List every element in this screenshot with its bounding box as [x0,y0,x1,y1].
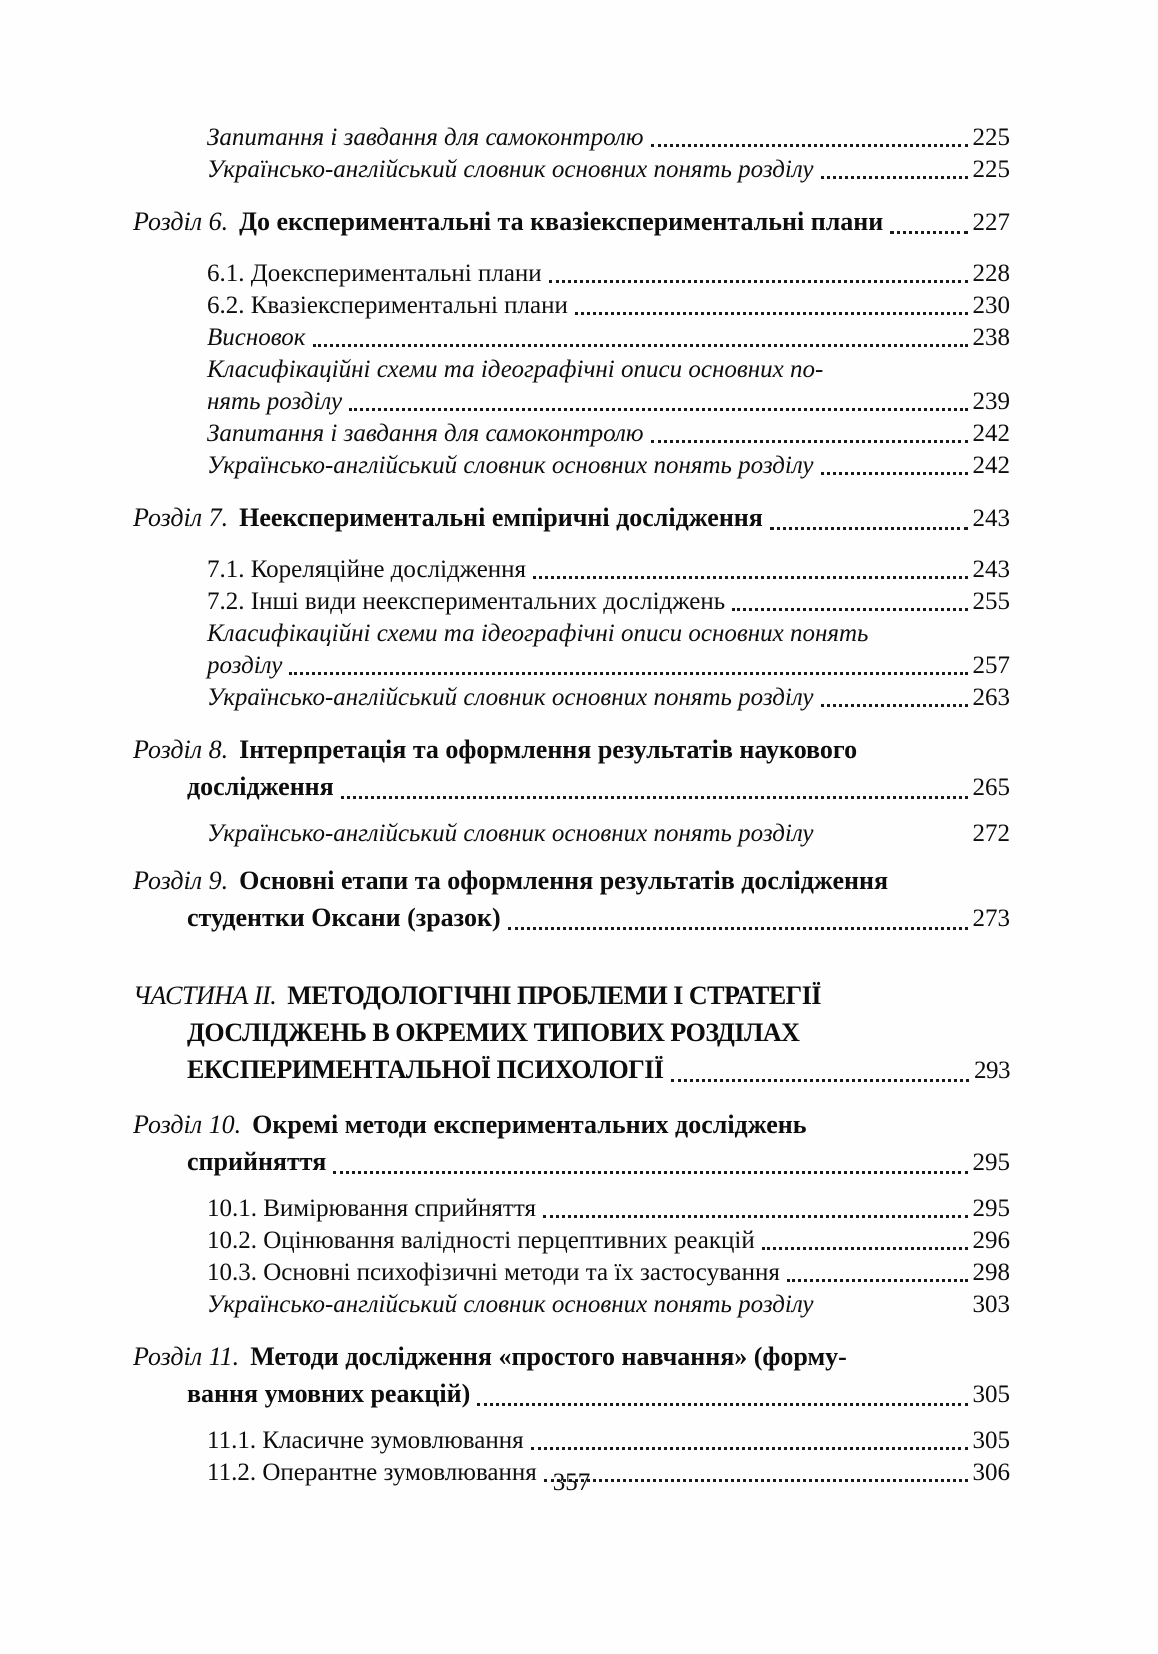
toc-entry-page-number: 306 [972,1459,1010,1486]
dot-leader [349,408,967,411]
toc-entry-title: Методи дослідження «простого навчання» (форму- [250,1342,847,1371]
toc-entry-page-number: 243 [972,556,1010,583]
toc-entry [133,650,1010,682]
toc-entry-title: ЕКСПЕРИМЕНТАЛЬНОЇ ПСИХОЛОГІЇ [187,1055,664,1084]
toc-entry-title: розділу [207,652,283,679]
toc-entry [133,122,1010,154]
toc-entry-page-number: 273 [972,905,1010,932]
toc-entry [133,203,1010,241]
toc-entry-page-number: 305 [972,1427,1010,1454]
toc-entry-title: ДОСЛІДЖЕНЬ В ОКРЕМИХ ТИПОВИХ РОЗДІЛАХ [187,1018,800,1047]
toc-entry [133,618,1010,650]
toc-part-label: ЧАСТИНА II. [133,981,277,1010]
toc-entry-page-number: 230 [972,292,1010,319]
dot-leader [651,440,968,443]
page-footer [133,1468,1010,1498]
dot-leader [821,472,968,475]
toc-entry-page-number: 293 [974,1057,1010,1084]
toc-entry-title: Запитання і завдання для самоконтролю [207,124,644,151]
toc-entry [133,322,1010,354]
toc-entry [133,731,1010,768]
toc-entry-title: Інтерпретація та оформлення результатів наукового [239,735,858,764]
dot-leader [508,927,968,930]
dot-leader [531,1447,968,1450]
toc-entry [133,1425,1010,1457]
toc-entry-page-number: 265 [972,774,1010,801]
toc-entry-title: Українсько-англійський словник основних понять розділу [207,820,814,847]
toc-entry-title: 6.1. Доекспериментальні плани [207,260,542,287]
toc-entry-title: Запитання і завдання для самоконтролю [207,420,644,447]
dot-leader [549,280,968,283]
toc-entry-page-number: 227 [972,209,1010,236]
toc-entry [133,862,1010,899]
toc-entry [133,682,1010,714]
toc-entry-page-number: 242 [972,452,1010,479]
toc-entry-title: 10.2. Оцінювання валідності перцептивних реакцій [207,1227,755,1254]
toc-entry-title: 11.1. Класичне зумовлювання [207,1427,524,1454]
toc-entry [133,1193,1010,1225]
toc-entry-page-number: 255 [972,588,1010,615]
toc-entry-title: 10.3. Основні психофізичні методи та їх застосування [207,1259,780,1286]
toc-entry [133,1051,1010,1089]
toc-entry-page-number: 295 [972,1149,1010,1176]
toc-entry [133,258,1010,290]
toc-entry-title: нять розділу [207,388,343,415]
toc-entry [133,977,1010,1014]
toc-entry-title: дослідження [187,772,334,801]
dot-leader [477,1403,967,1406]
toc-chapter-label: Розділ 10. [133,1110,242,1139]
toc-entry [133,1106,1010,1143]
dot-leader [732,608,967,611]
toc-entry [133,1014,1010,1051]
toc-entry [133,499,1010,537]
toc-entry-page-number: 295 [972,1195,1010,1222]
toc-entry [133,818,1010,850]
toc-entry-title: 10.1. Вимірювання сприйняття [207,1195,536,1222]
toc-entry-title: Окремі методи експериментальних досліджень [252,1110,807,1139]
toc-entry-title: Основні етапи та оформлення результатів дослідження [239,866,889,895]
toc-chapter-label: Розділ 9. [133,866,229,895]
toc-entry [133,1143,1010,1181]
toc-entry-title: Неекспериментальні емпіричні дослідження [239,503,763,532]
toc-entry [133,1338,1010,1375]
toc-entry [133,386,1010,418]
dot-leader [787,1279,968,1282]
toc-chapter-label: Розділ 6. [133,207,229,236]
table-of-contents [133,122,1010,1489]
toc-entry-page-number: 305 [972,1381,1010,1408]
blank-leader [821,1311,968,1314]
toc-entry-page-number: 272 [972,820,1010,847]
dot-leader [671,1079,969,1082]
dot-leader [770,527,968,530]
toc-entry-page-number: 243 [972,505,1010,532]
toc-entry-page-number: 303 [972,1291,1010,1318]
toc-entry-page-number: 225 [972,124,1010,151]
toc-entry-title: 6.2. Квазіекспериментальні плани [207,292,568,319]
toc-entry [133,1375,1010,1413]
dot-leader [890,231,967,234]
dot-leader [333,1171,967,1174]
dot-leader [543,1215,968,1218]
toc-entry [133,1225,1010,1257]
toc-entry-title: 11.2. Оперантне зумовлювання [207,1459,537,1486]
toc-entry-title: До експериментальні та квазіекспериментальні плани [239,207,884,236]
dot-leader [821,704,968,707]
toc-entry [133,418,1010,450]
dot-leader [821,176,968,179]
toc-entry-page-number: 228 [972,260,1010,287]
dot-leader [533,576,967,579]
toc-entry [133,554,1010,586]
toc-entry-page-number: 263 [972,684,1010,711]
toc-entry [133,1257,1010,1289]
toc-entry [133,154,1010,186]
toc-entry-title: Класифікаційні схеми та ідеографічні описи основних понять [207,620,869,647]
toc-entry-title: 7.2. Інші види неекспериментальних досліджень [207,588,726,615]
folio-page-number: 357 [552,1469,591,1496]
toc-entry-title: вання умовних реакцій) [187,1379,471,1408]
dot-leader [575,312,968,315]
toc-entry [133,450,1010,482]
toc-entry-title: сприйняття [187,1147,327,1176]
toc-entry-page-number: 296 [972,1227,1010,1254]
toc-entry [133,290,1010,322]
toc-entry-title: МЕТОДОЛОГІЧНІ ПРОБЛЕМИ І СТРАТЕГІЇ [287,981,821,1010]
toc-entry-title: Українсько-англійський словник основних понять розділу [207,1291,814,1318]
toc-entry [133,768,1010,806]
toc-entry [133,586,1010,618]
dot-leader [289,672,967,675]
toc-entry-page-number: 225 [972,156,1010,183]
toc-entry-page-number: 239 [972,388,1010,415]
toc-entry-title: студентки Оксани (зразок) [187,903,501,932]
toc-entry-page-number: 257 [972,652,1010,679]
toc-entry-title: Класифікаційні схеми та ідеографічні описи основних по- [207,356,824,383]
toc-entry-title: Українсько-англійський словник основних понять розділу [207,156,814,183]
toc-entry [133,1289,1010,1321]
toc-entry-page-number: 242 [972,420,1010,447]
toc-chapter-label: Розділ 7. [133,503,229,532]
toc-entry-title: Висновок [207,324,306,351]
dot-leader [313,344,968,347]
dot-leader [762,1247,968,1250]
toc-chapter-label: Розділ 8. [133,735,229,764]
dot-leader [341,796,968,799]
dot-leader [651,144,968,147]
toc-entry [133,899,1010,937]
toc-entry [133,354,1010,386]
blank-leader [821,840,968,843]
toc-entry-title: Українсько-англійський словник основних понять розділу [207,684,814,711]
toc-entry-page-number: 298 [972,1259,1010,1286]
toc-entry-title: 7.1. Кореляційне дослідження [207,556,527,583]
toc-chapter-label: Розділ 11. [133,1342,240,1371]
toc-entry-title: Українсько-англійський словник основних понять розділу [207,452,814,479]
toc-entry-page-number: 238 [972,324,1010,351]
